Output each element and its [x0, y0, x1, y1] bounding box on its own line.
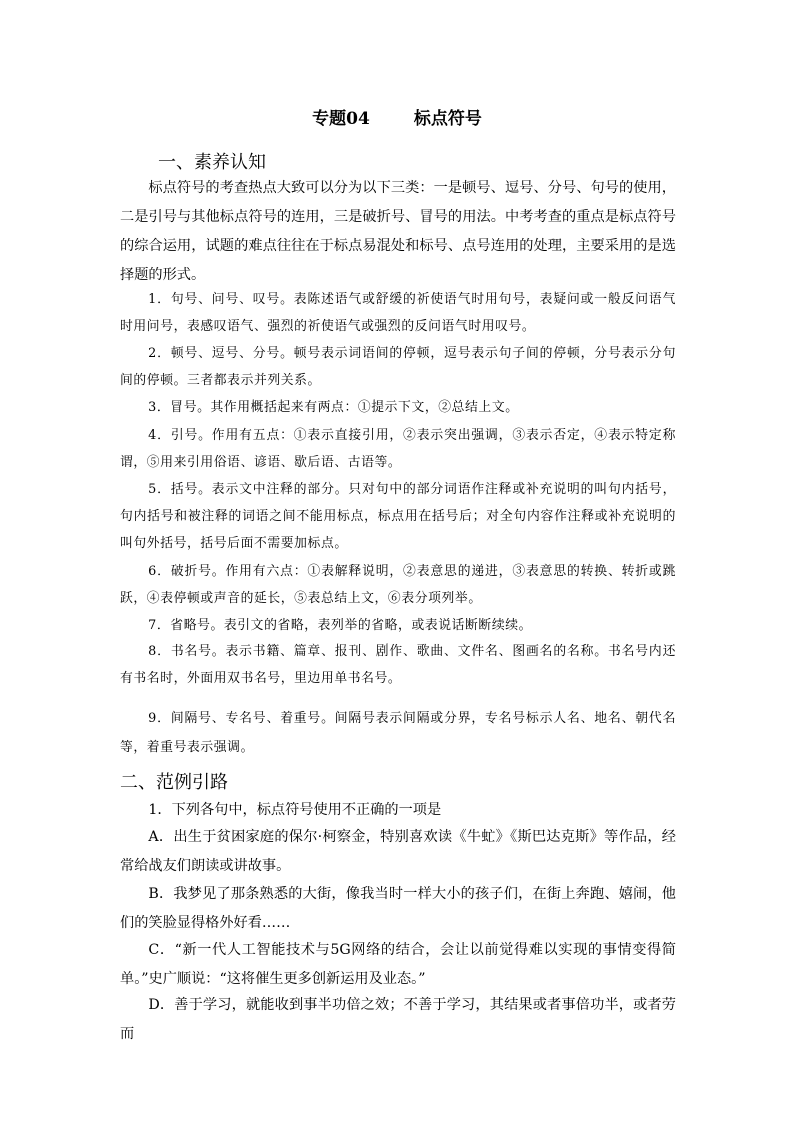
rule-paragraph-7: 7．省略号。表引文的省略，表列举的省略，或表说话断断续续。: [148, 618, 533, 633]
rule-paragraph-6: 6．破折号。作用有六点：①表解释说明，②表意思的递进，③表意思的转换、转折或跳跃，④表停顿或声音的延长，⑤表总结上文，⑥表分项列举。: [120, 564, 676, 606]
rule-paragraph-2: 2．顿号、逗号、分号。顿号表示词语间的停顿，逗号表示句子间的停顿，分号表示分句间的停顿。三者都表示并列关系。: [120, 346, 676, 388]
question-stem: 1．下列各句中，标点符号使用不正确的一项是: [148, 802, 442, 818]
page-title: [0, 104, 794, 129]
rule-paragraph-8: 8．书名号。表示书籍、篇章、报刊、剧作、歌曲、文件名、图画名的名称。书名号内还有书名时，外面用双书名号，里边用单书名号。: [120, 644, 676, 686]
option-c: C．“新一代人工智能技术与5G网络的结合，会让以前觉得难以实现的事情变得简单。”史广顺说：“这将催生更多创新运用及业态。”: [120, 942, 676, 987]
intro-paragraph: 标点符号的考查热点大致可以分为以下三类：一是顿号、逗号、分号、句号的使用，二是引号与其他标点符号的连用，三是破折号、冒号的用法。中考考查的重点是标点符号的综合运用，试题的难点往往在于标点易混处和标号、点号连用的处理，主要采用的是选择题的形式。: [120, 180, 676, 283]
rule-paragraph-5: 5．括号。表示文中注释的部分。只对句中的部分词语作注释或补充说明的叫句内括号，句内括号和被注释的词语之间不能用标点，标点用在括号后；对全句内容作注释或补充说明的叫句外括号，括号后面不需要加标点。: [120, 482, 676, 551]
title-topic-number: 专题04: [312, 109, 370, 129]
title-topic-name: 标点符号: [413, 109, 482, 129]
option-a: A．出生于贫困家庭的保尔·柯察金，特别喜欢读《牛虻》《斯巴达克斯》等作品，经常给战友们朗读或讲故事。: [120, 829, 676, 874]
option-d: D．善于学习，就能收到事半功倍之效；不善于学习，其结果或者事倍功半，或者劳而: [120, 997, 676, 1042]
rule-paragraph-1: 1．句号、问号、叹号。表陈述语气或舒缓的祈使语气时用句号，表疑问或一般反问语气时用问号，表感叹语气、强烈的祈使语气或强烈的反问语气时用叹号。: [120, 292, 676, 334]
rule-paragraph-4: 4．引号。作用有五点：①表示直接引用，②表示突出强调，③表示否定，④表示特定称谓，⑤用来引用俗语、谚语、歇后语、古语等。: [120, 428, 676, 470]
section-heading-cognition: 一、素养认知: [158, 152, 266, 173]
rule-paragraph-9: 9．间隔号、专名号、着重号。间隔号表示间隔或分界，专名号标示人名、地名、朝代名等，着重号表示强调。: [120, 711, 676, 755]
rule-paragraph-3: 3．冒号。其作用概括起来有两点：①提示下文，②总结上文。: [148, 400, 519, 415]
section-heading-examples: 二、范例引路: [120, 772, 228, 793]
option-b: B．我梦见了那条熟悉的大街，像我当时一样大小的孩子们，在街上奔跑、嬉闹，他们的笑脸显得格外好看……: [120, 886, 676, 931]
